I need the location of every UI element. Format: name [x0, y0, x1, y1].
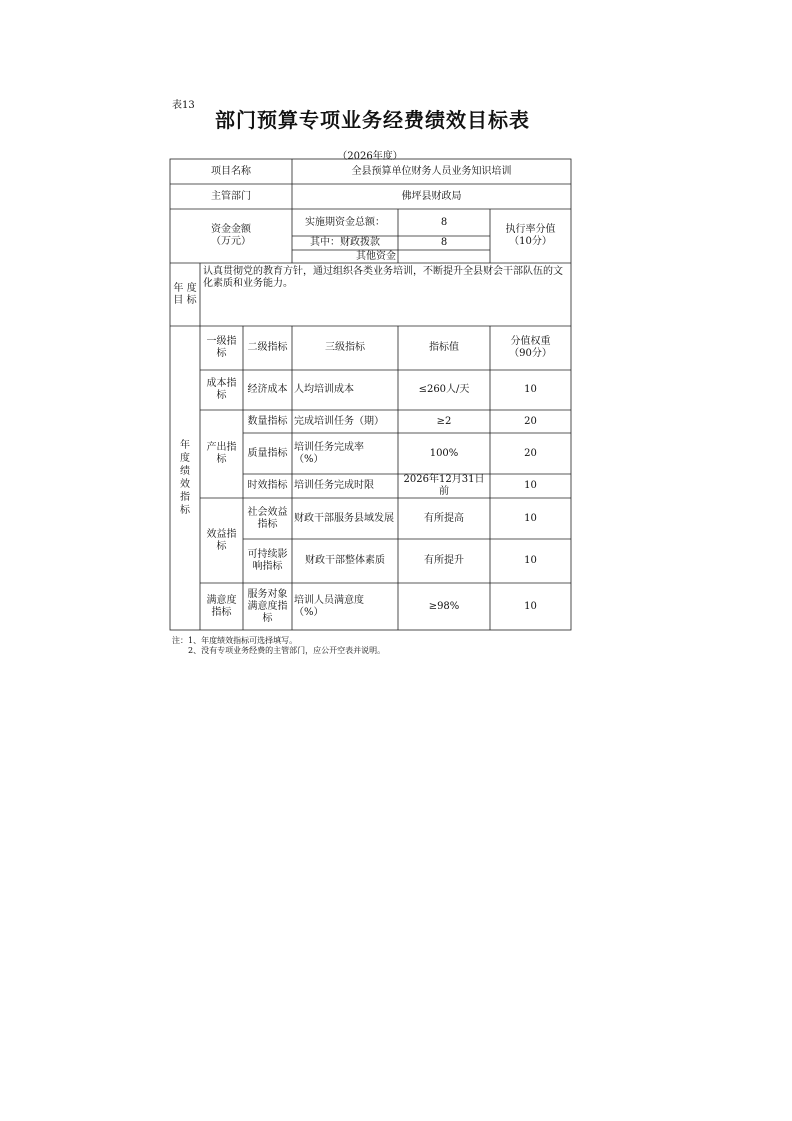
- benefit-social-value: 有所提高: [424, 512, 464, 524]
- indicators-side-label: 年 度 绩 效 指 标: [180, 440, 190, 516]
- funds-fiscal-value: 8: [440, 237, 448, 248]
- funds-other-label: 其他资金: [356, 250, 396, 262]
- dept-label: 主管部门: [211, 190, 251, 202]
- output-timeliness-level3: 培训任务完成时限: [294, 480, 374, 491]
- funds-label: [170, 209, 292, 263]
- output-quantity-value: ≥2: [436, 415, 452, 427]
- project-name-value: 全县预算单位财务人员业务知识培训: [351, 165, 512, 177]
- project-name-label: 项目名称: [211, 165, 251, 177]
- cost-level1: 成本指标: [206, 378, 237, 401]
- benefit-level1: 效益指标: [206, 528, 237, 552]
- output-quantity-level2: 数量指标: [247, 415, 288, 427]
- header-weight: 分值权重（90分）: [509, 336, 552, 359]
- satisfaction-weight: 10: [524, 600, 537, 612]
- annual-goal-label: 年 度 目 标: [173, 282, 197, 306]
- benefit-sustainable-level2: 可持续影响指标: [247, 549, 288, 572]
- output-timeliness-level2: 时效指标: [247, 480, 288, 491]
- footnotes: [172, 636, 385, 656]
- benefit-social-level2: 社会效益指标: [247, 506, 288, 530]
- execution-rate-line1: 执行率分值: [505, 224, 556, 235]
- header-level2: 二级指标: [247, 342, 288, 353]
- output-quantity-weight: 20: [524, 415, 537, 427]
- cost-level2: 经济成本: [247, 384, 288, 395]
- footnote-1: 注：1、年度绩效指标可选择填写。: [172, 636, 298, 645]
- output-quality-level3: 培训任务完成率（%）: [294, 441, 364, 465]
- table-number: 表13: [172, 100, 195, 111]
- funds-label-line2: （万元）: [211, 236, 251, 247]
- output-timeliness-value: 2026年12月31日前: [403, 474, 485, 497]
- output-quantity-level3: 完成培训任务（期）: [294, 415, 384, 427]
- satisfaction-value: ≥98%: [428, 600, 460, 612]
- annual-goal-text: 认真贯彻党的教育方针，通过组织各类业务培训，不断提升全县财会干部队伍的文化素质和业务能力。: [203, 266, 563, 289]
- cost-weight: 10: [524, 384, 537, 395]
- output-quality-level2: 质量指标: [247, 447, 288, 459]
- page-title: 部门预算专项业务经费绩效目标表: [215, 108, 530, 132]
- benefit-social-weight: 10: [524, 512, 537, 524]
- funds-fiscal-label: 其中：财政拨款: [310, 237, 380, 248]
- output-quality-weight: 20: [524, 447, 537, 459]
- benefit-social-level3: 财政干部服务县域发展: [294, 512, 394, 524]
- footnote-2: 2、没有专项业务经费的主管部门，应公开空表并说明。: [188, 646, 386, 655]
- cost-value: ≤260人/天: [418, 384, 470, 395]
- header-value: 指标值: [429, 342, 459, 353]
- funds-other-value: [398, 250, 490, 263]
- funds-total-value: 8: [440, 216, 448, 228]
- execution-rate-line2: （10分）: [509, 236, 552, 247]
- year-label: （2026年度）: [337, 151, 403, 162]
- execution-rate-label: [490, 209, 571, 263]
- cost-level3: 人均培训成本: [294, 384, 354, 395]
- benefit-sustainable-value: 有所提升: [424, 555, 464, 566]
- funds-label-line1: 资金金额: [211, 224, 251, 235]
- benefit-sustainable-weight: 10: [524, 555, 537, 566]
- header-level3: 三级指标: [325, 342, 365, 353]
- satisfaction-level2: 服务对象满意度指标: [247, 588, 288, 624]
- dept-value: 佛坪县财政局: [401, 190, 462, 202]
- funds-total-label: 实施期资金总额：: [305, 216, 385, 228]
- output-level1: 产出指标: [206, 442, 237, 465]
- header-level1: 一级指标: [206, 336, 237, 359]
- benefit-sustainable-level3: 财政干部整体素质: [305, 555, 385, 566]
- output-quality-value: 100%: [429, 447, 459, 459]
- satisfaction-level3: 培训人员满意度（%）: [294, 594, 364, 618]
- satisfaction-level1: 满意度指标: [206, 594, 237, 618]
- output-timeliness-weight: 10: [524, 480, 537, 491]
